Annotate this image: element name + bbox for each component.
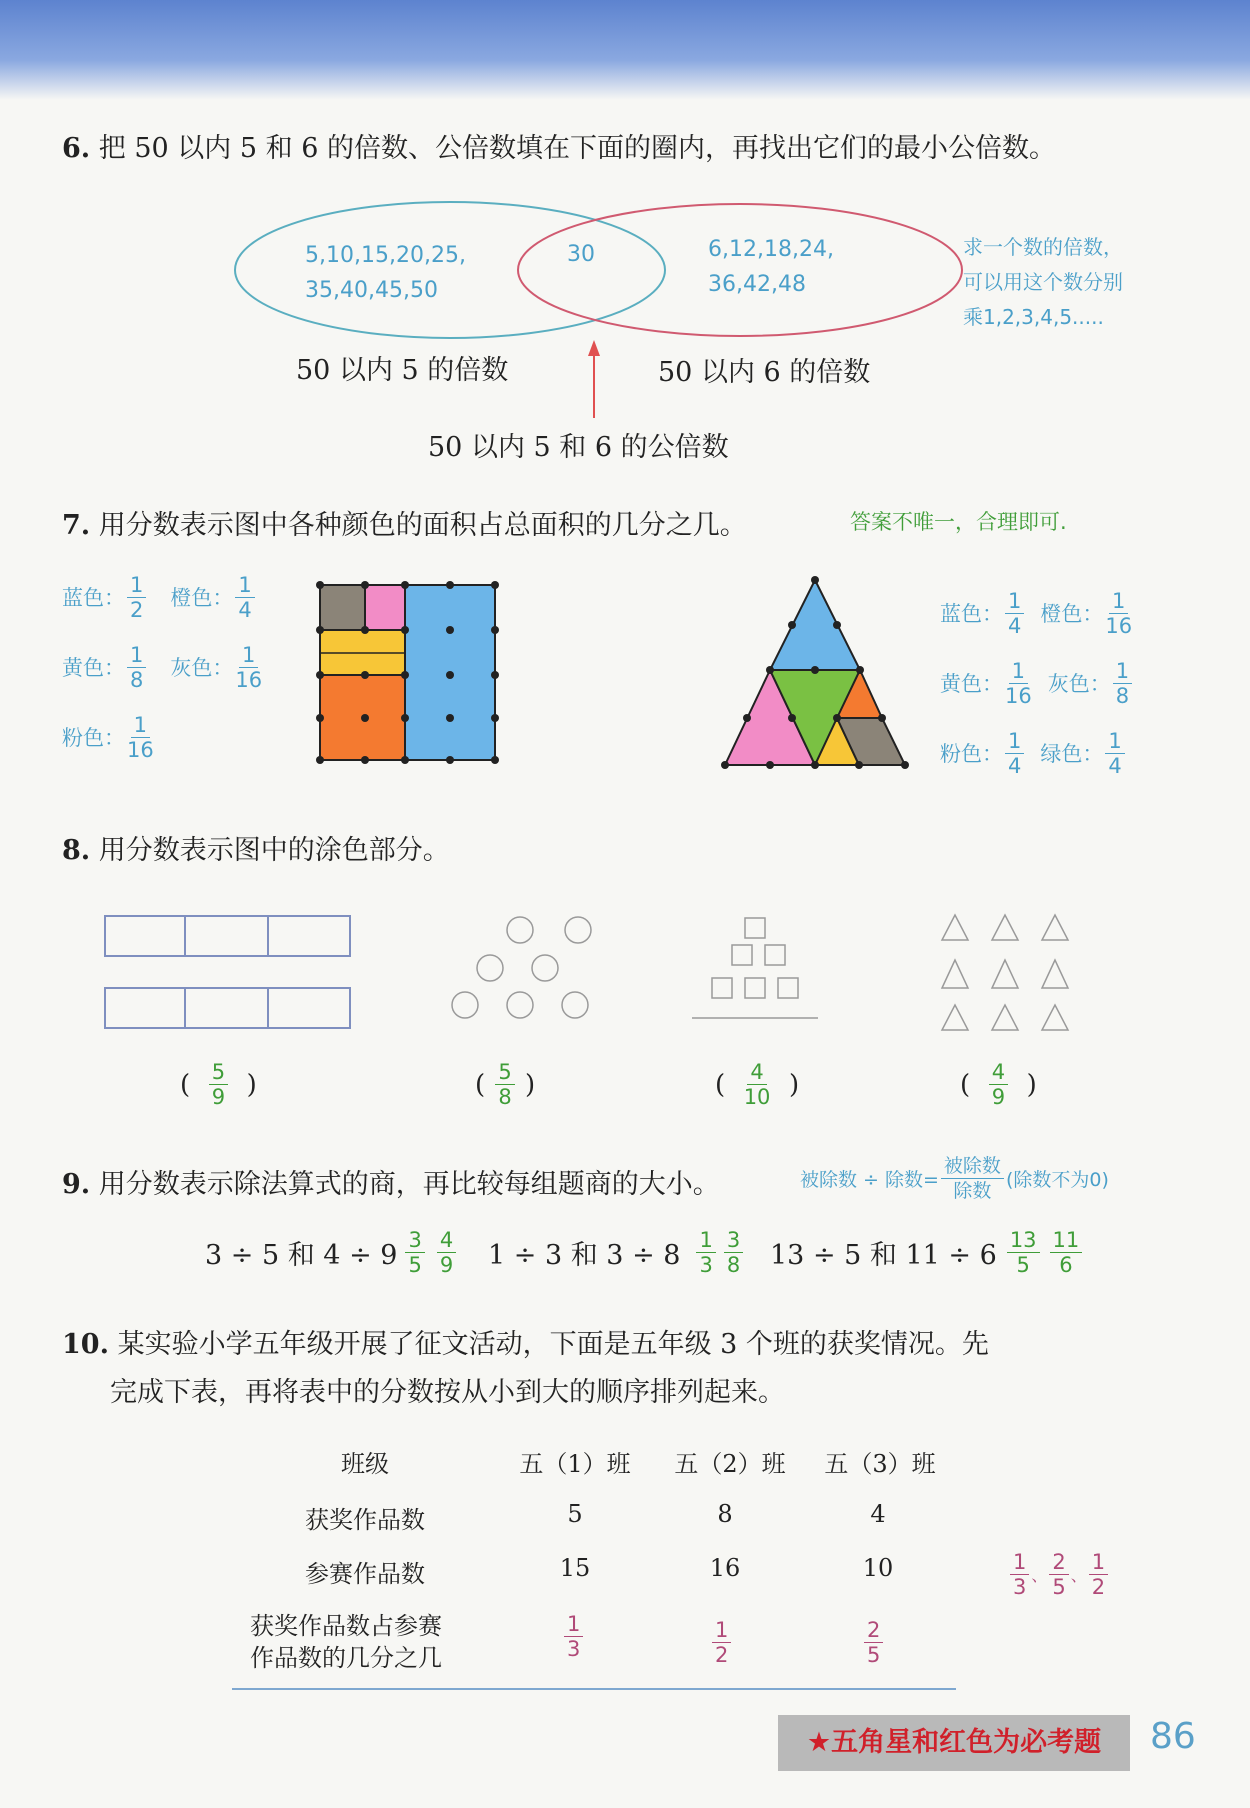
q8-answer-1: ( $\frac{5}{9}$ ): [180, 1060, 257, 1109]
q7-left-answers: 蓝色： $\frac{1}{2}$ 橙色： $\frac{1}{4}$ 黄色： $\frac{1}{8}$ 灰色： $\frac{1}{16}$ 粉色： $\frac{1}{16}$: [62, 572, 263, 762]
venn-hint: 求一个数的倍数， 可以用这个数分别 乘1,2,3,4,5.....: [963, 235, 1123, 329]
q9-group-3: 13 ÷ 5 和 11 ÷ 6 $\frac{13}{5}$ $\frac{11}{6}$: [770, 1228, 1084, 1277]
page-number: 86: [1150, 1716, 1196, 1757]
pink-region: [365, 585, 405, 630]
table-bottom-rule: [232, 1688, 956, 1690]
question-text: 把 50 以内 5 和 6 的倍数、公倍数填在下面的圈内，再找出它们的最小公倍数。: [98, 133, 1056, 164]
q7-note: 答案不唯一，合理即可.: [850, 510, 1067, 534]
q10-order: $\frac{1}{3}$ 、 $\frac{2}{5}$ 、 $\frac{1}{2}$: [1008, 1550, 1110, 1599]
venn-left-set: 5,10,15,20,25, 35,40,45,50: [305, 243, 466, 303]
question-number: 6.: [62, 133, 91, 164]
q9-group-2: 1 ÷ 3 和 3 ÷ 8 $\frac{1}{3}$ $\frac{3}{8}$: [488, 1228, 745, 1277]
gray-region: [320, 585, 365, 630]
q8-figures: [0, 900, 1250, 1050]
question-10: 10. 某实验小学五年级开展了征文活动，下面是五年级 3 个班的获奖情况。先: [62, 1329, 989, 1360]
squares-figure: [692, 918, 818, 1018]
question-7: 7. 用分数表示图中各种颜色的面积占总面积的几分之几。: [62, 510, 747, 541]
venn-right-set: 6,12,18,24, 36,42,48: [708, 237, 834, 297]
q9-group-1: 3 ÷ 5 和 4 ÷ 9 $\frac{3}{5}$ $\frac{4}{9}$: [205, 1228, 458, 1277]
common-set-label: 50 以内 5 和 6 的公倍数: [428, 432, 729, 463]
q9-hint: 被除数 ÷ 除数= $\frac{\text{被除数}}{\text{除数}}$ (除数不为0): [800, 1155, 1109, 1202]
right-set-label: 50 以内 6 的倍数: [658, 357, 871, 388]
arrow-head: [588, 340, 600, 356]
circles-figure: [452, 917, 591, 1018]
q7-right-answers: 蓝色： $\frac{1}{4}$ 橙色： $\frac{1}{16}$ 黄色： $\frac{1}{16}$ 灰色： $\frac{1}{8}$ 粉色： $\frac{1}{4}$ 绿色： $\frac{1}{4}$: [940, 588, 1133, 778]
bar-figure: [105, 916, 350, 1028]
left-set-label: 50 以内 5 的倍数: [296, 355, 509, 386]
question-8: 8. 用分数表示图中的涂色部分。: [62, 835, 450, 866]
question-10-line2: 完成下表，再将表中的分数按从小到大的顺序排列起来。: [110, 1377, 785, 1408]
venn-common: 30: [567, 242, 595, 267]
q8-answer-3: ( $\frac{4}{10}$ ): [715, 1060, 800, 1109]
question-9: 9. 用分数表示除法算式的商，再比较每组题商的大小。: [62, 1169, 720, 1200]
required-badge: ★五角星和红色为必考题: [778, 1715, 1130, 1771]
triangles-figure: [942, 915, 1068, 1030]
q7-grid-figure: [310, 575, 510, 770]
q8-answer-4: ( $\frac{4}{9}$ ): [960, 1060, 1037, 1109]
q8-answer-2: ( $\frac{5}{8}$ ): [475, 1060, 536, 1109]
blue-triangle: [770, 580, 860, 670]
q7-triangle-figure: [695, 570, 935, 775]
